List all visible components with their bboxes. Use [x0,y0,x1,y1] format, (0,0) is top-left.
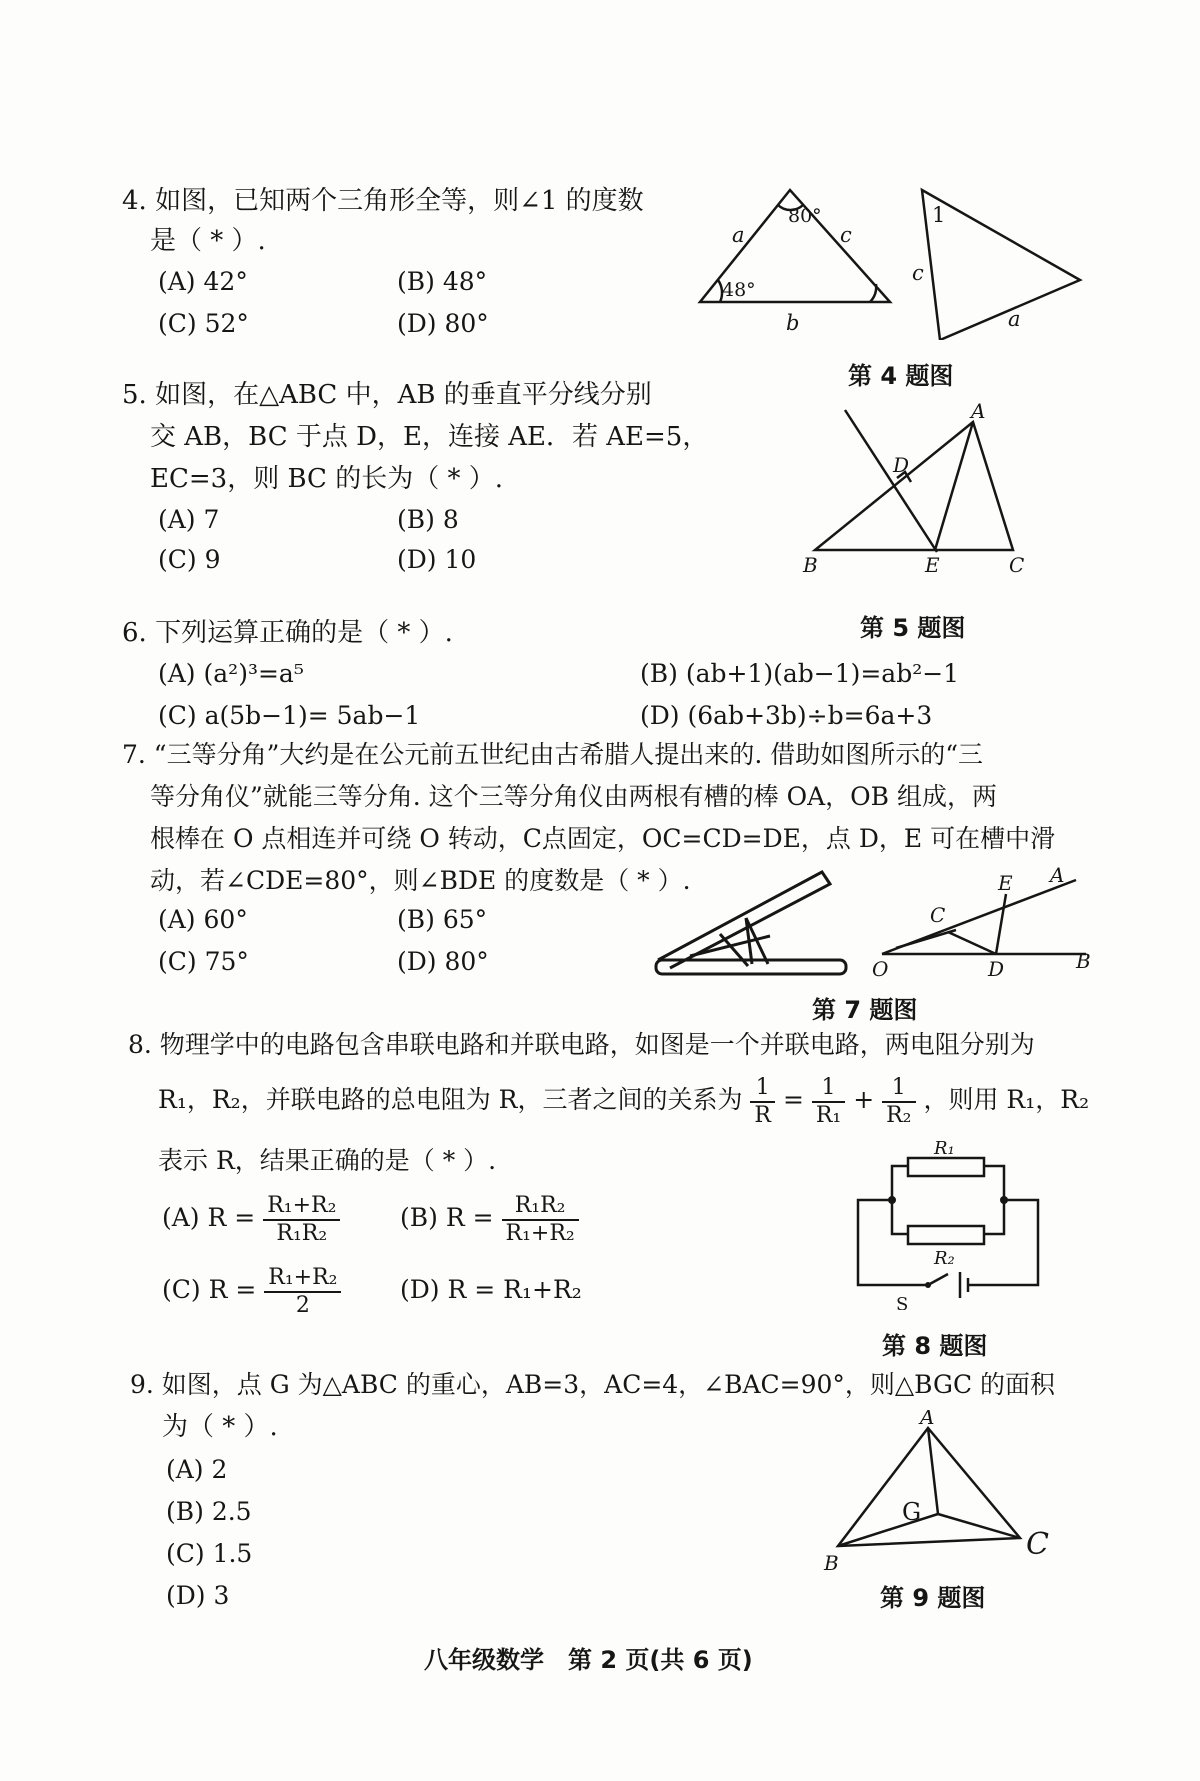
q8-option-c-label: (C) R = [162,1275,257,1304]
q7-stem-line3: 根棒在 O 点相连并可绕 O 转动，C点固定，OC=CD=DE，点 D，E 可在槽中滑 [150,824,1056,853]
q8-stem-line2 [158,1072,1089,1129]
q4-label-b: b [786,311,800,335]
q9-label-g: G [902,1498,922,1526]
q8-stem-line3: 表示 R，结果正确的是（ * ）. [158,1146,497,1175]
q8-formula-numerator: 1 [882,1075,915,1103]
q8-option-a-numerator: R₁+R₂ [263,1193,340,1221]
q5-label-b: B [803,553,818,577]
resistor-r1 [908,1158,984,1176]
q4-option-a: (A) 42° [158,267,248,296]
q5-caption: 第 5 题图 [860,614,966,642]
q4-label-1: 1 [932,203,946,227]
q8-formula-equals: = [782,1085,804,1114]
q4-label-c2: c [912,261,924,285]
q9-option-c: (C) 1.5 [166,1539,253,1568]
q8-formula-denominator: R₁ [815,1102,842,1128]
q8-formula-1-over-r2 [882,1075,915,1129]
q6-option-d: (D) (6ab+3b)÷b=6a+3 [640,701,933,730]
q5-option-a: (A) 7 [158,505,220,534]
q8-option-d: (D) R = R₁+R₂ [400,1275,582,1304]
q8-option-a-label: (A) R = [162,1203,256,1232]
q7-caption: 第 7 题图 [812,996,918,1024]
q7-option-a: (A) 60° [158,905,248,934]
q4-label-80: 80° [788,205,822,227]
q5-label-a: A [971,400,986,423]
q8-option-b-denominator: R₁+R₂ [505,1220,575,1246]
q8-option-c [162,1262,341,1319]
q8-option-c-fraction [264,1265,341,1319]
q8-stem-line2-post: ，则用 R₁，R₂ [923,1085,1090,1114]
q8-option-a-fraction [263,1193,340,1247]
switch-s [928,1274,948,1285]
q7-option-b: (B) 65° [397,905,488,934]
q4-option-b: (B) 48° [397,267,488,296]
q8-stem-line1: 8. 物理学中的电路包含串联电路和并联电路，如图是一个并联电路，两电阻分别为 [128,1030,1035,1059]
q6-option-b: (B) (ab+1)(ab−1)=ab²−1 [640,659,960,688]
q8-option-a [162,1190,340,1247]
q9-figure [820,1410,1080,1580]
q5-option-c: (C) 9 [158,545,221,574]
q8-option-a-denominator: R₁R₂ [276,1220,328,1246]
q8-option-c-denominator: 2 [295,1292,310,1318]
q8-option-b-numerator: R₁R₂ [502,1193,579,1221]
q7-label-c: C [930,903,946,927]
q6-stem: 6. 下列运算正确的是（ * ）. [122,618,453,648]
q7-label-a: A [1050,863,1065,887]
q5-stem-line1: 5. 如图，在△ABC 中，AB 的垂直平分线分别 [122,380,652,410]
q4-triangle-2 [922,190,1080,340]
q6-option-a: (A) (a²)³=a⁵ [158,659,304,688]
q4-stem-line2: 是（ * ）. [150,226,266,256]
q9-label-a: A [920,1410,935,1429]
q9-caption: 第 9 题图 [880,1584,986,1612]
q8-caption: 第 8 题图 [882,1332,988,1360]
q8-option-b-label: (B) R = [400,1203,494,1232]
q8-formula-numerator: 1 [750,1075,775,1103]
q9-stem-line2: 为（ * ）. [162,1412,278,1442]
q7-option-d: (D) 80° [397,947,489,976]
q8-option-b [400,1190,579,1247]
q7-label-d: D [988,957,1005,980]
q9-option-d: (D) 3 [166,1581,230,1610]
q4-option-c: (C) 52° [158,309,249,338]
q8-formula-1-over-r1 [812,1075,845,1129]
q7-label-o: O [872,957,889,980]
q8-label-r1: R₁ [934,1138,955,1159]
q8-formula-1-over-r [750,1075,775,1129]
q7-stem-line2: 等分角仪”就能三等分角. 这个三等分角仪由两根有槽的棒 OA，OB 组成，两 [150,782,997,811]
q9-label-c: C [1026,1527,1049,1562]
q4-label-c: c [840,223,852,247]
q7-stem-line4: 动，若∠CDE=80°，则∠BDE 的度数是（ * ）. [150,866,691,895]
q4-option-d: (D) 80° [397,309,489,338]
q8-label-r2: R₂ [934,1248,955,1269]
q5-option-b: (B) 8 [397,505,459,534]
q5-label-d: D [893,453,910,477]
q5-label-c: C [1009,553,1025,577]
q4-label-48: 48° [722,279,756,301]
q5-option-d: (D) 10 [397,545,477,574]
q8-circuit-figure [848,1130,1058,1310]
q8-formula-numerator: 1 [812,1075,845,1103]
q8-formula-plus: + [853,1085,875,1114]
q4-figure [690,180,1100,340]
q8-stem-line2-pre: R₁，R₂，并联电路的总电阻为 R，三者之间的关系为 [158,1085,743,1114]
q4-label-a: a [732,223,745,247]
q8-label-s: S [896,1294,909,1310]
q5-stem-line3: EC=3，则 BC 的长为（ * ）. [150,464,504,494]
resistor-r2 [908,1226,984,1244]
q5-triangle [815,422,1013,550]
q9-option-a: (A) 2 [166,1455,228,1484]
q4-caption: 第 4 题图 [848,362,954,390]
q7-option-c: (C) 75° [158,947,249,976]
q4-label-a2: a [1008,307,1021,331]
q5-label-e: E [925,553,940,577]
q5-stem-line2: 交 AB，BC 于点 D，E，连接 AE．若 AE=5， [150,422,709,452]
q9-label-b: B [824,1551,839,1575]
q7-label-e: E [998,871,1013,895]
q8-option-b-fraction [502,1193,579,1247]
q5-figure [795,400,1045,590]
q9-option-b: (B) 2.5 [166,1497,252,1526]
q7-trisector-device [650,860,850,980]
q7-label-b: B [1076,949,1091,973]
q8-formula-denominator: R [754,1102,771,1128]
q6-option-c: (C) a(5b−1)= 5ab−1 [158,701,421,730]
q8-option-c-numerator: R₁+R₂ [264,1265,341,1293]
q9-stem-line1: 9. 如图，点 G 为△ABC 的重心，AB=3，AC=4，∠BAC=90°，则△BGC 的面积 [130,1370,1056,1399]
q7-stem-line1: 7. “三等分角”大约是在公元前五世纪由古希腊人提出来的. 借助如图所示的“三 [122,740,984,769]
page-footer: 八年级数学 第 2 页(共 6 页) [424,1646,753,1674]
q7-figure [866,860,1096,980]
q8-formula-denominator: R₂ [886,1102,912,1128]
q4-stem-line1: 4. 如图，已知两个三角形全等，则∠1 的度数 [122,186,644,216]
